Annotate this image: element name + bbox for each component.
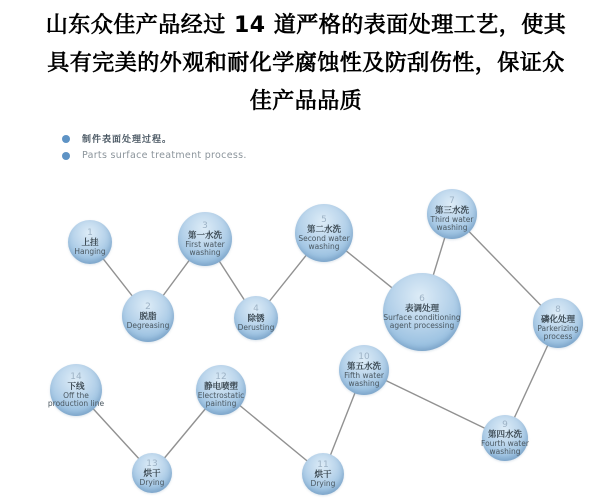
process-node-3 (178, 212, 232, 266)
node-label-en: Off the production line (47, 390, 105, 408)
page-title (0, 0, 612, 121)
node-label-en: Electrostatic painting (197, 390, 245, 408)
process-node-4 (234, 296, 278, 340)
process-node-12 (196, 365, 246, 415)
node-number: 4 (253, 303, 259, 314)
node-label-zh: 烘干 (314, 469, 332, 480)
node-label-zh: 下线 (67, 381, 85, 392)
node-label-zh: 磷化处理 (540, 314, 575, 325)
process-node-13 (132, 453, 172, 493)
bullet-dot-icon (62, 152, 70, 160)
node-number: 8 (555, 304, 561, 315)
bullet-dot-icon (62, 135, 70, 143)
page-title-line: 佳产品品质 (249, 89, 363, 114)
node-label-zh: 烘干 (143, 468, 161, 479)
node-label-zh: 表调处理 (404, 303, 439, 314)
node-number: 7 (449, 195, 455, 206)
process-flow-diagram (0, 121, 612, 496)
node-number: 12 (215, 371, 227, 382)
process-node-9 (482, 415, 528, 461)
legend-item-en (62, 147, 247, 164)
node-label-en: Fifth water washing (344, 370, 384, 388)
node-label-zh: 第三水洗 (434, 205, 469, 216)
page-title-line: 山东众佳产品经过 14 道严格的表面处理工艺，使其 (45, 13, 567, 38)
node-label-en: Second water washing (298, 233, 350, 251)
process-node-11 (302, 453, 344, 495)
node-label-zh: 第二水洗 (306, 224, 341, 235)
node-label-en: First water washing (185, 239, 225, 257)
node-label-en: Third water washing (430, 214, 474, 232)
node-number: 11 (317, 459, 329, 470)
page-title-line: 具有完美的外观和耐化学腐蚀性及防刮伤性，保证众 (47, 51, 565, 76)
legend-item-zh (62, 130, 247, 147)
node-number: 6 (419, 293, 425, 304)
node-label-en: Degreasing (126, 320, 170, 330)
node-label-zh: 脱脂 (139, 311, 157, 322)
process-node-6 (383, 273, 461, 351)
node-label-en: Derusting (237, 322, 275, 332)
process-node-10 (339, 345, 389, 395)
node-number: 1 (87, 227, 93, 238)
node-number: 13 (146, 458, 158, 469)
node-label-en: Fourth water washing (481, 438, 529, 456)
node-number: 10 (358, 351, 370, 362)
node-label-zh: 第四水洗 (487, 429, 522, 440)
node-label-zh: 静电喷塑 (203, 381, 238, 392)
process-node-2 (122, 290, 174, 342)
process-node-7 (427, 189, 477, 239)
process-node-5 (295, 204, 353, 262)
node-label-zh: 第一水洗 (187, 230, 222, 241)
node-number: 2 (145, 301, 151, 312)
legend (62, 130, 247, 164)
node-number: 5 (321, 214, 327, 225)
node-label-en: Hanging (74, 246, 106, 256)
process-node-8 (533, 298, 583, 348)
node-number: 14 (70, 371, 82, 382)
node-number: 3 (202, 220, 208, 231)
process-node-14 (47, 364, 105, 416)
node-label-en: Parkerizing process (537, 323, 579, 341)
node-label-zh: 第五水洗 (346, 361, 381, 372)
node-label-zh: 上挂 (81, 237, 99, 248)
node-label-zh: 除锈 (247, 313, 265, 324)
node-number: 9 (502, 419, 508, 430)
node-label-en: Drying (139, 477, 165, 487)
node-label-en: Drying (310, 478, 336, 488)
process-node-1 (68, 220, 112, 264)
node-label-en: Surface conditioning agent processing (383, 312, 461, 330)
legend-label-en: Parts surface treatment process. (82, 150, 247, 161)
legend-label-zh: 制件表面处理过程。 (82, 135, 173, 145)
